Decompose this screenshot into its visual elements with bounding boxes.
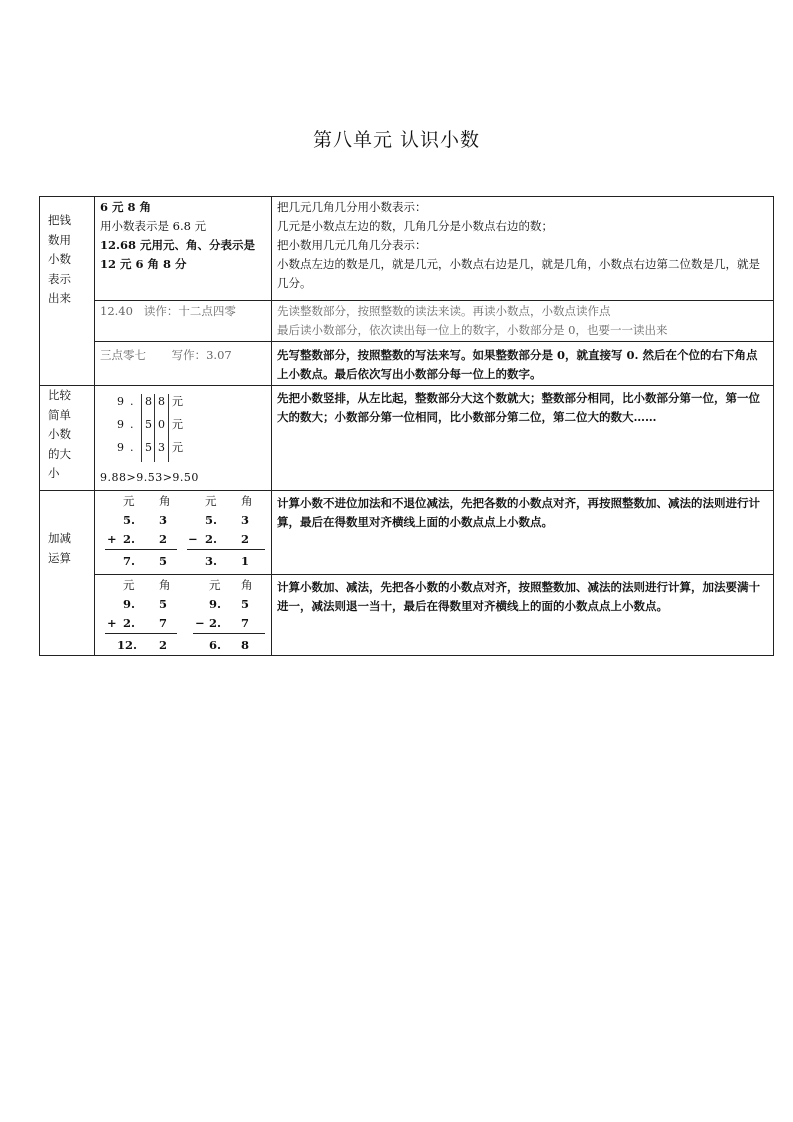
write-example <box>95 342 272 386</box>
read-label: 读作：十二点四零 <box>143 304 236 318</box>
alignment-line <box>154 394 155 462</box>
vertical-subtraction: 元 角 5. 3 − 2. 2 3. 1 <box>183 491 271 571</box>
table-row-arith-1 <box>40 491 774 575</box>
arith-explanation-1: 计算小数不进位加法和不退位减法，先把各数的小数点对齐，再按照整数加、减法的法则进行计算，最后在得数里对齐横线上面的小数点点上小数点。 <box>272 491 774 575</box>
read-number: 12.40 <box>100 304 133 318</box>
table-row-money <box>40 197 774 301</box>
alignment-line <box>141 394 142 462</box>
compare-column: 9 . 8 8 元 9 . 5 0 元 9 . 5 3 元 9.88>9.53>9.50 <box>95 386 271 468</box>
sum-line <box>105 549 177 550</box>
table-row-read <box>40 301 774 342</box>
read-example <box>95 301 272 342</box>
compare-example <box>95 386 272 491</box>
vertical-addition: 元 角 5. 3 + 2. 2 7. 5 <box>95 491 183 571</box>
write-explanation: 先写整数部分，按照整数的写法来写。如果整数部分是 0，就直接写 0. 然后在个位的右下角点上小数点。最后依次写出小数部分每一位上的数字。 <box>272 342 774 386</box>
page-title: 第八单元 认识小数 <box>312 129 481 151</box>
category-compare: 比较 简单 小数 的大 小 <box>40 386 95 491</box>
category-money: 把钱 数用 小数 表示 出来 <box>40 197 95 386</box>
category-arith: 加减 运算 <box>40 491 95 656</box>
compare-explanation: 先把小数竖排，从左比起，整数部分大这个数就大；整数部分相同，比小数部分第一位，第一位大的数大；小数部分第一位相同，比小数部分第二位，第二位大的数大…… <box>272 386 774 491</box>
write-label: 写作：3.07 <box>171 348 232 362</box>
alignment-line <box>168 394 169 462</box>
vertical-subtraction: 元 角 9. 5 − 2. 7 6. 8 <box>183 575 271 655</box>
money-example: 6 元 8 角 用小数表示是 6.8 元 12.68 元用元、角、分表示是 12 元 6 角 8 分 <box>95 197 272 301</box>
arith-explanation-2: 计算小数加、减法，先把各小数的小数点对齐，按照整数加、减法的法则进行计算，加法要满十进一，减法则退一当十，最后在得数里对齐横线上的面的小数点点上小数点。 <box>272 575 774 656</box>
compare-result: 9.88>9.53>9.50 <box>100 471 199 484</box>
arith-example-2 <box>95 575 272 656</box>
table-row-write <box>40 342 774 386</box>
vertical-addition: 元 角 9. 5 + 2. 7 12. 2 <box>95 575 183 655</box>
difference-line <box>193 633 265 634</box>
table-row-arith-2 <box>40 575 774 656</box>
table-row-compare <box>40 386 774 491</box>
summary-table <box>39 196 774 656</box>
money-explanation: 把几元几角几分用小数表示： 几元是小数点左边的数，几角几分是小数点右边的数； 把小数用几元几角几分表示： 小数点左边的数是几，就是几元，小数点右边是几，就是几角，小数点右边第二位数是几，就是几分。 <box>272 197 774 301</box>
arith-example-1 <box>95 491 272 575</box>
sum-line <box>105 633 177 634</box>
write-words: 三点零七 <box>100 348 146 362</box>
difference-line <box>187 549 265 550</box>
read-explanation: 先读整数部分，按照整数的读法来读。再读小数点，小数点读作点 最后读小数部分，依次读出每一位上的数字，小数部分是 0，也要一一读出来 <box>272 301 774 342</box>
